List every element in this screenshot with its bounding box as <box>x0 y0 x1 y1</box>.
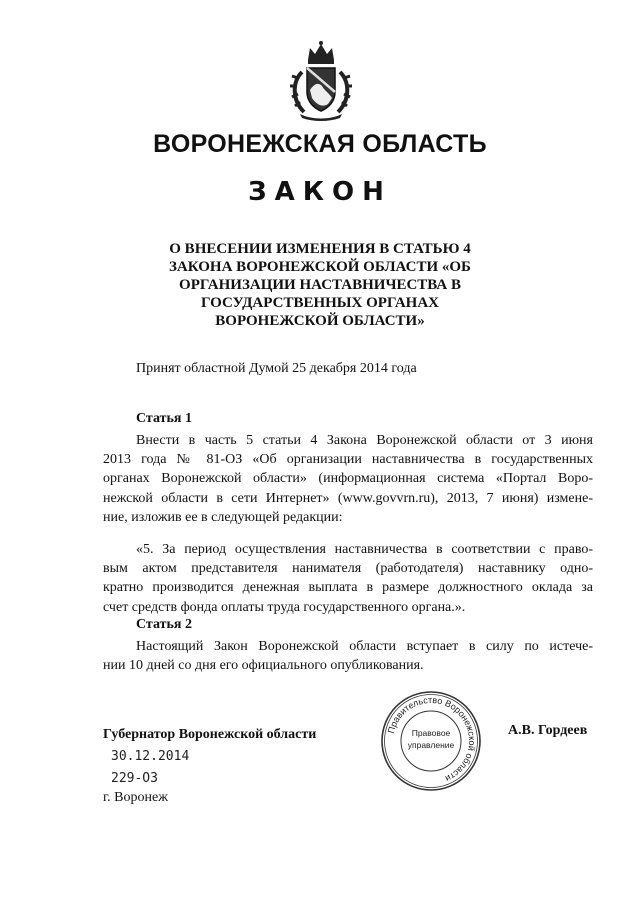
subject-line: ГОСУДАРСТВЕННЫХ ОРГАНАХ <box>200 295 440 311</box>
article-1-quote <box>103 540 593 617</box>
subject-line: ЗАКОНА ВОРОНЕЖСКОЙ ОБЛАСТИ «ОБ <box>169 259 471 275</box>
quote-line: «5. За период осуществления наставничества в соответствии с право- <box>136 542 593 557</box>
article-1-heading: Статья 1 <box>136 411 192 426</box>
article-2-heading: Статья 2 <box>136 617 192 632</box>
region-title: ВОРОНЕЖСКАЯ ОБЛАСТЬ <box>153 130 487 158</box>
quote-line: вым актом представителя нанимателя (работодателя) наставнику одно- <box>103 561 593 577</box>
subject-line: ВОРОНЕЖСКОЙ ОБЛАСТИ» <box>215 313 425 329</box>
subject-line: О ВНЕСЕНИИ ИЗМЕНЕНИЯ В СТАТЬЮ 4 <box>169 241 471 257</box>
article-1-body <box>103 431 593 527</box>
law-subject-title <box>150 240 490 330</box>
paragraph-line: 2013 года № 81-ОЗ «Об организации наставничества в государственных <box>103 452 593 468</box>
seal-center-line: Правовое <box>411 728 451 738</box>
coat-of-arms-icon <box>288 38 354 122</box>
signatory-name: А.В. Гордеев <box>508 723 588 738</box>
paragraph-line: органах Воронежской области» (информационная система «Портал Воро- <box>103 471 593 487</box>
article-2-body <box>103 637 593 675</box>
quote-line: счет средств фонда оплаты труда государственного органа.». <box>103 599 466 615</box>
adoption-note: Принят областной Думой 25 декабря 2014 года <box>136 361 417 376</box>
paragraph-line: Настоящий Закон Воронежской области вступает в силу по истече- <box>136 639 593 654</box>
paragraph-line: ние, изложив ее в следующей редакции: <box>103 509 343 525</box>
registration-date: 30.12.2014 <box>111 749 190 764</box>
official-seal-stamp <box>380 690 482 792</box>
quote-line: кратно производится денежная выплата в размере должностного оклада за <box>103 580 593 596</box>
signing-city: г. Воронеж <box>103 790 168 805</box>
seal-ring-text: Правительство Воронежской области <box>385 694 478 784</box>
document-kind-title: ЗАКОН <box>248 177 392 207</box>
paragraph-line: Внести в часть 5 статьи 4 Закона Воронежской области от 3 июня <box>136 433 593 448</box>
seal-center-line: управление <box>407 740 455 750</box>
paragraph-line: нежской области в сети Интернет» (www.govvrn.ru), 2013, 7 июня) измене- <box>103 490 593 506</box>
registration-number: 229-ОЗ <box>111 771 158 786</box>
subject-line: ОРГАНИЗАЦИИ НАСТАВНИЧЕСТВА В <box>179 277 461 293</box>
signatory-position: Губернатор Воронежской области <box>103 727 317 742</box>
paragraph-line: нии 10 дней со дня его официального опубликования. <box>103 658 424 674</box>
